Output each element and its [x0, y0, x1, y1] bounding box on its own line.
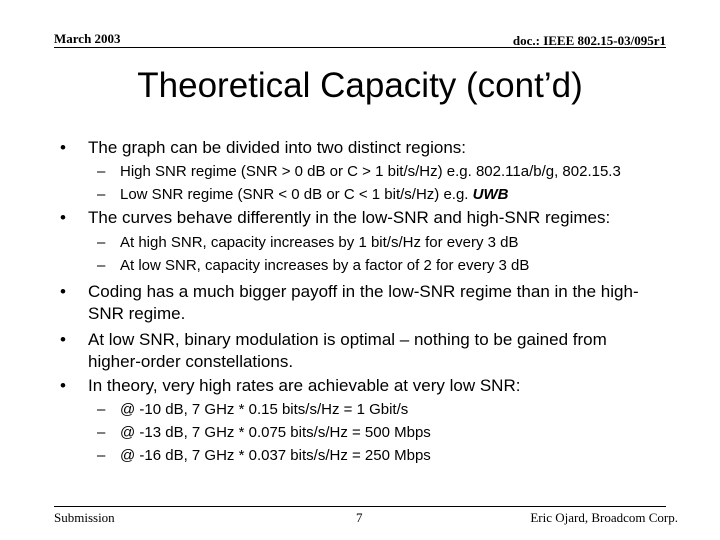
sub-bullet-dash: –: [97, 424, 106, 441]
sub-bullet-text: @ -10 dB, 7 GHz * 0.15 bits/s/Hz = 1 Gbit/s: [120, 401, 409, 418]
header-rule: [54, 47, 666, 48]
bullet-marker: •: [60, 330, 66, 349]
bullet-text: At low SNR, binary modulation is optimal – nothing to be gained from higher-order constellations.: [88, 330, 607, 371]
uwb-emphasis: UWB: [472, 186, 509, 203]
sub-bullet-dash: –: [97, 401, 106, 418]
bullet-text: The graph can be divided into two distinct regions:: [88, 138, 467, 157]
bullet-text: The curves behave differently in the low-SNR and high-SNR regimes:: [88, 208, 611, 227]
bullet-marker: •: [60, 208, 66, 227]
footer-rule: [54, 506, 666, 507]
sub-bullet-text: [120, 185, 508, 205]
bullet-marker: •: [60, 376, 66, 395]
header-date: March 2003: [54, 31, 121, 46]
sub-bullet-dash: –: [97, 163, 106, 180]
footer-author: Eric Ojard, Broadcom Corp.: [530, 510, 678, 525]
sub-bullet-text: At high SNR, capacity increases by 1 bit/s/Hz for every 3 dB: [120, 234, 519, 251]
sub-bullet-text: @ -16 dB, 7 GHz * 0.037 bits/s/Hz = 250 Mbps: [120, 447, 431, 464]
sub-bullet-dash: –: [97, 257, 106, 274]
bullet-marker: •: [60, 282, 66, 301]
bullet-text: In theory, very high rates are achievable at very low SNR:: [88, 376, 521, 395]
sub-bullet-text: @ -13 dB, 7 GHz * 0.075 bits/s/Hz = 500 Mbps: [120, 424, 431, 441]
sub-bullet-dash: –: [97, 447, 106, 464]
sub-bullet-dash: –: [97, 234, 106, 251]
sub-bullet-text: At low SNR, capacity increases by a factor of 2 for every 3 dB: [120, 257, 530, 274]
sub-bullet-text: High SNR regime (SNR > 0 dB or C > 1 bit/s/Hz) e.g. 802.11a/b/g, 802.15.3: [120, 163, 621, 180]
header-doc-id: doc.: IEEE 802.15-03/095r1: [512, 33, 666, 48]
footer-submission: Submission: [54, 510, 115, 525]
sub-bullet-text-plain: Low SNR regime (SNR < 0 dB or C < 1 bit/s/Hz) e.g.: [120, 186, 473, 203]
sub-bullet-dash: –: [97, 186, 106, 203]
footer-page-number: 7: [356, 510, 363, 525]
bullet-text: Coding has a much bigger payoff in the low-SNR regime than in the high-SNR regime.: [88, 282, 639, 323]
slide-title: Theoretical Capacity (cont’d): [137, 66, 583, 105]
bullet-marker: •: [60, 138, 66, 157]
